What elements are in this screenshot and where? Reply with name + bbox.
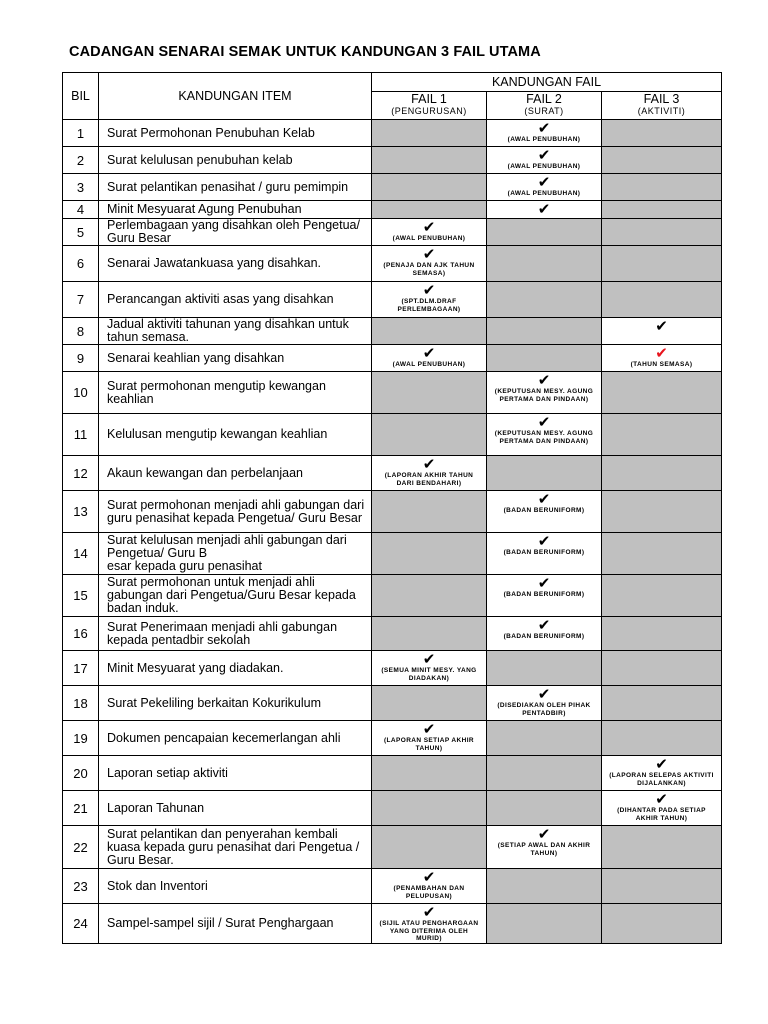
row-item: Surat permohonan mengutip kewangan keahlian [99,372,372,414]
fail-note: (LAPORAN SETIAP AKHIR TAHUN) [383,737,474,752]
checkmark-icon: ✔ [537,490,551,508]
row-item: Surat permohonan menjadi ahli gabungan dari guru penasihat kepada Pengetua/ Guru Besar [99,491,372,533]
fail-note: (BADAN BERUNIFORM) [503,507,585,514]
fail-3-empty-cell [602,904,722,944]
row-number: 13 [63,491,99,533]
fail-3-empty-cell [602,617,722,651]
fail-3-empty-cell [602,372,722,414]
checkmark-icon: ✔ [537,616,551,634]
row-item: Surat pelantikan dan penyerahan kembali kuasa kepada guru penasihat dari Pengetua / Guru Besar. [99,826,372,869]
fail-2-empty-cell [487,318,602,345]
fail-2-cell [487,686,602,721]
fail-note: (SETIAP AWAL DAN AKHIR TAHUN) [497,842,591,857]
checkmark-icon: ✔ [422,903,436,921]
fail-2-empty-cell [487,756,602,791]
fail-2-cell [487,414,602,456]
fail-note: (SIJIL ATAU PENGHARGAAN YANG DITERIMA OLEH MURID) [379,920,479,942]
fail-1-cell [372,456,487,491]
fail-1-cell [372,869,487,904]
fail-3-cell [602,756,722,791]
row-item: Surat kelulusan penubuhan kelab [99,147,372,174]
fail-sub: (AKTIVITI) [637,106,686,116]
fail-3-empty-cell [602,246,722,282]
fail-note: (SEMUA MINIT MESY. YANG DIADAKAN) [381,667,477,682]
fail-2-cell [487,826,602,869]
fail-note: (BADAN BERUNIFORM) [503,549,585,556]
table-row [63,575,722,617]
fail-1-cell [372,345,487,372]
header-bil: BIL [63,73,99,120]
table-row [63,686,722,721]
fail-note: (LAPORAN AKHIR TAHUN DARI BENDAHARI) [384,472,474,487]
fail-note: (AWAL PENUBUHAN) [507,163,581,170]
checkmark-icon: ✔ [422,868,436,886]
table-row [63,372,722,414]
row-number: 3 [63,174,99,201]
fail-name: FAIL 3 [643,92,680,106]
fail-3-empty-cell [602,826,722,869]
row-item: Perancangan aktiviti asas yang disahkan [99,282,372,318]
header-fail-1 [372,92,487,120]
fail-1-cell [372,246,487,282]
header-row [63,73,722,92]
row-item: Surat Permohonan Penubuhan Kelab [99,120,372,147]
row-number: 22 [63,826,99,869]
fail-note: (BADAN BERUNIFORM) [503,591,585,598]
row-item: Minit Mesyuarat Agung Penubuhan [99,201,372,219]
fail-note: (DIHANTAR PADA SETIAP AKHIR TAHUN) [617,807,706,822]
fail-3-cell [602,318,722,345]
fail-2-cell [487,617,602,651]
row-number: 17 [63,651,99,686]
fail-1-empty-cell [372,120,487,147]
table-row [63,345,722,372]
table-row [63,721,722,756]
table-row [63,756,722,791]
row-item: Surat Pekeliling berkaitan Kokurikulum [99,686,372,721]
fail-1-empty-cell [372,147,487,174]
row-item: Sampel-sampel sijil / Surat Penghargaan [99,904,372,944]
red-checkmark-icon: ✔ [655,344,668,362]
table-row [63,869,722,904]
fail-2-empty-cell [487,651,602,686]
row-number: 20 [63,756,99,791]
fail-1-cell [372,904,487,944]
fail-1-cell [372,721,487,756]
row-item: Senarai Jawatankuasa yang disahkan. [99,246,372,282]
fail-1-empty-cell [372,174,487,201]
table-row [63,533,722,575]
checklist-table [62,72,722,944]
fail-2-cell [487,491,602,533]
checkmark-icon: ✔ [537,200,551,218]
fail-3-empty-cell [602,219,722,246]
fail-2-cell [487,174,602,201]
fail-2-cell [487,575,602,617]
row-item: Stok dan Inventori [99,869,372,904]
fail-3-cell [602,791,722,826]
fail-note: (LAPORAN SELEPAS AKTIVITI DIJALANKAN) [609,772,714,787]
fail-note: (KEPUTUSAN MESY. AGUNG PERTAMA DAN PINDAAN) [494,430,594,445]
fail-1-cell [372,282,487,318]
checkmark-icon: ✔ [655,755,668,773]
row-item: Laporan setiap aktiviti [99,756,372,791]
fail-3-empty-cell [602,174,722,201]
fail-3-empty-cell [602,651,722,686]
fail-1-empty-cell [372,575,487,617]
row-item: Akaun kewangan dan perbelanjaan [99,456,372,491]
checkmark-icon: ✔ [537,685,551,703]
fail-1-empty-cell [372,201,487,219]
fail-2-empty-cell [487,219,602,246]
table-row [63,174,722,201]
fail-note: (AWAL PENUBUHAN) [392,361,466,368]
row-number: 9 [63,345,99,372]
checkmark-icon: ✔ [655,317,668,335]
fail-note: (AWAL PENUBUHAN) [507,136,581,143]
fail-3-empty-cell [602,575,722,617]
fail-2-empty-cell [487,721,602,756]
table-row [63,456,722,491]
table-row [63,282,722,318]
fail-2-cell [487,120,602,147]
row-item: Surat Penerimaan menjadi ahli gabungan kepada pentadbir sekolah [99,617,372,651]
row-number: 19 [63,721,99,756]
fail-2-cell [487,147,602,174]
checkmark-icon: ✔ [422,281,436,299]
row-item: Dokumen pencapaian kecemerlangan ahli [99,721,372,756]
fail-3-empty-cell [602,120,722,147]
row-number: 2 [63,147,99,174]
row-number: 1 [63,120,99,147]
fail-3-cell [602,345,722,372]
fail-1-empty-cell [372,791,487,826]
page-title: CADANGAN SENARAI SEMAK UNTUK KANDUNGAN 3 FAIL UTAMA [69,44,541,60]
fail-1-cell [372,651,487,686]
fail-note: (DISEDIAKAN OLEH PIHAK PENTADBIR) [497,702,591,717]
table-row [63,414,722,456]
fail-2-empty-cell [487,791,602,826]
checkmark-icon: ✔ [537,371,551,389]
table-row [63,246,722,282]
row-number: 15 [63,575,99,617]
row-item: Jadual aktiviti tahunan yang disahkan untuk tahun semasa. [99,318,372,345]
row-number: 6 [63,246,99,282]
fail-note: (PENAMBAHAN DAN PELUPUSAN) [393,885,465,900]
fail-2-empty-cell [487,904,602,944]
checkmark-icon: ✔ [537,413,551,431]
fail-3-empty-cell [602,414,722,456]
checkmark-icon: ✔ [422,245,436,263]
fail-3-empty-cell [602,147,722,174]
row-item: Perlembagaan yang disahkan oleh Pengetua/ Guru Besar [99,219,372,246]
fail-sub: (PENGURUSAN) [391,106,467,116]
checkmark-icon: ✔ [422,650,436,668]
checkmark-icon: ✔ [422,344,436,362]
fail-1-empty-cell [372,756,487,791]
row-item: Surat pelantikan penasihat / guru pemimpin [99,174,372,201]
row-number: 18 [63,686,99,721]
checkmark-icon: ✔ [537,173,551,191]
row-item: Kelulusan mengutip kewangan keahlian [99,414,372,456]
fail-1-empty-cell [372,491,487,533]
fail-note: (TAHUN SEMASA) [630,361,693,368]
checkmark-icon: ✔ [537,146,551,164]
header-item: KANDUNGAN ITEM [99,73,372,120]
fail-1-empty-cell [372,617,487,651]
table-row [63,147,722,174]
fail-2-empty-cell [487,456,602,491]
row-number: 11 [63,414,99,456]
row-item: Surat kelulusan menjadi ahli gabungan dari Pengetua/ Guru B esar kepada guru penasihat [99,533,372,575]
fail-1-empty-cell [372,318,487,345]
fail-2-cell [487,372,602,414]
fail-2-empty-cell [487,345,602,372]
table-row [63,904,722,944]
fail-1-cell [372,219,487,246]
row-number: 10 [63,372,99,414]
checkmark-icon: ✔ [537,532,551,550]
fail-3-empty-cell [602,533,722,575]
table-row [63,120,722,147]
fail-1-empty-cell [372,414,487,456]
row-number: 5 [63,219,99,246]
fail-1-empty-cell [372,372,487,414]
fail-2-cell [487,201,602,219]
fail-1-empty-cell [372,686,487,721]
row-number: 24 [63,904,99,944]
header-fail-3 [602,92,722,120]
row-item: Senarai keahlian yang disahkan [99,345,372,372]
checkmark-icon: ✔ [655,790,668,808]
row-number: 12 [63,456,99,491]
row-number: 21 [63,791,99,826]
fail-3-empty-cell [602,686,722,721]
fail-2-empty-cell [487,869,602,904]
fail-3-empty-cell [602,456,722,491]
fail-note: (PENAJA DAN AJK TAHUN SEMASA) [383,262,475,277]
fail-3-empty-cell [602,491,722,533]
checkmark-icon: ✔ [537,119,551,137]
checkmark-icon: ✔ [422,218,436,236]
checkmark-icon: ✔ [537,574,551,592]
row-item: Surat permohonan untuk menjadi ahli gabungan dari Pengetua/Guru Besar kepada badan induk. [99,575,372,617]
fail-name: FAIL 2 [526,92,562,106]
fail-note: (BADAN BERUNIFORM) [503,633,585,640]
table-row [63,791,722,826]
table-row [63,318,722,345]
fail-3-empty-cell [602,869,722,904]
fail-2-cell [487,533,602,575]
fail-1-empty-cell [372,826,487,869]
fail-note: (SPT.DLM.DRAF PERLEMBAGAAN) [397,298,461,313]
table-row [63,491,722,533]
fail-note: (KEPUTUSAN MESY. AGUNG PERTAMA DAN PINDAAN) [494,388,594,403]
fail-3-empty-cell [602,201,722,219]
fail-note: (AWAL PENUBUHAN) [392,235,466,242]
fail-1-empty-cell [372,533,487,575]
header-fail-2 [487,92,602,120]
row-number: 4 [63,201,99,219]
fail-2-empty-cell [487,246,602,282]
checkmark-icon: ✔ [422,455,436,473]
row-number: 23 [63,869,99,904]
fail-sub: (SURAT) [524,106,564,116]
fail-3-empty-cell [602,282,722,318]
row-number: 8 [63,318,99,345]
table-row [63,201,722,219]
fail-2-empty-cell [487,282,602,318]
table-row [63,219,722,246]
checkmark-icon: ✔ [537,825,551,843]
row-item: Minit Mesyuarat yang diadakan. [99,651,372,686]
fail-name: FAIL 1 [411,92,447,106]
fail-note: (AWAL PENUBUHAN) [507,190,581,197]
row-number: 7 [63,282,99,318]
header-kandungan-fail: KANDUNGAN FAIL [372,73,722,92]
table-row [63,651,722,686]
table-row [63,826,722,869]
table-row [63,617,722,651]
row-number: 14 [63,533,99,575]
fail-3-empty-cell [602,721,722,756]
checkmark-icon: ✔ [422,720,436,738]
row-item: Laporan Tahunan [99,791,372,826]
row-number: 16 [63,617,99,651]
